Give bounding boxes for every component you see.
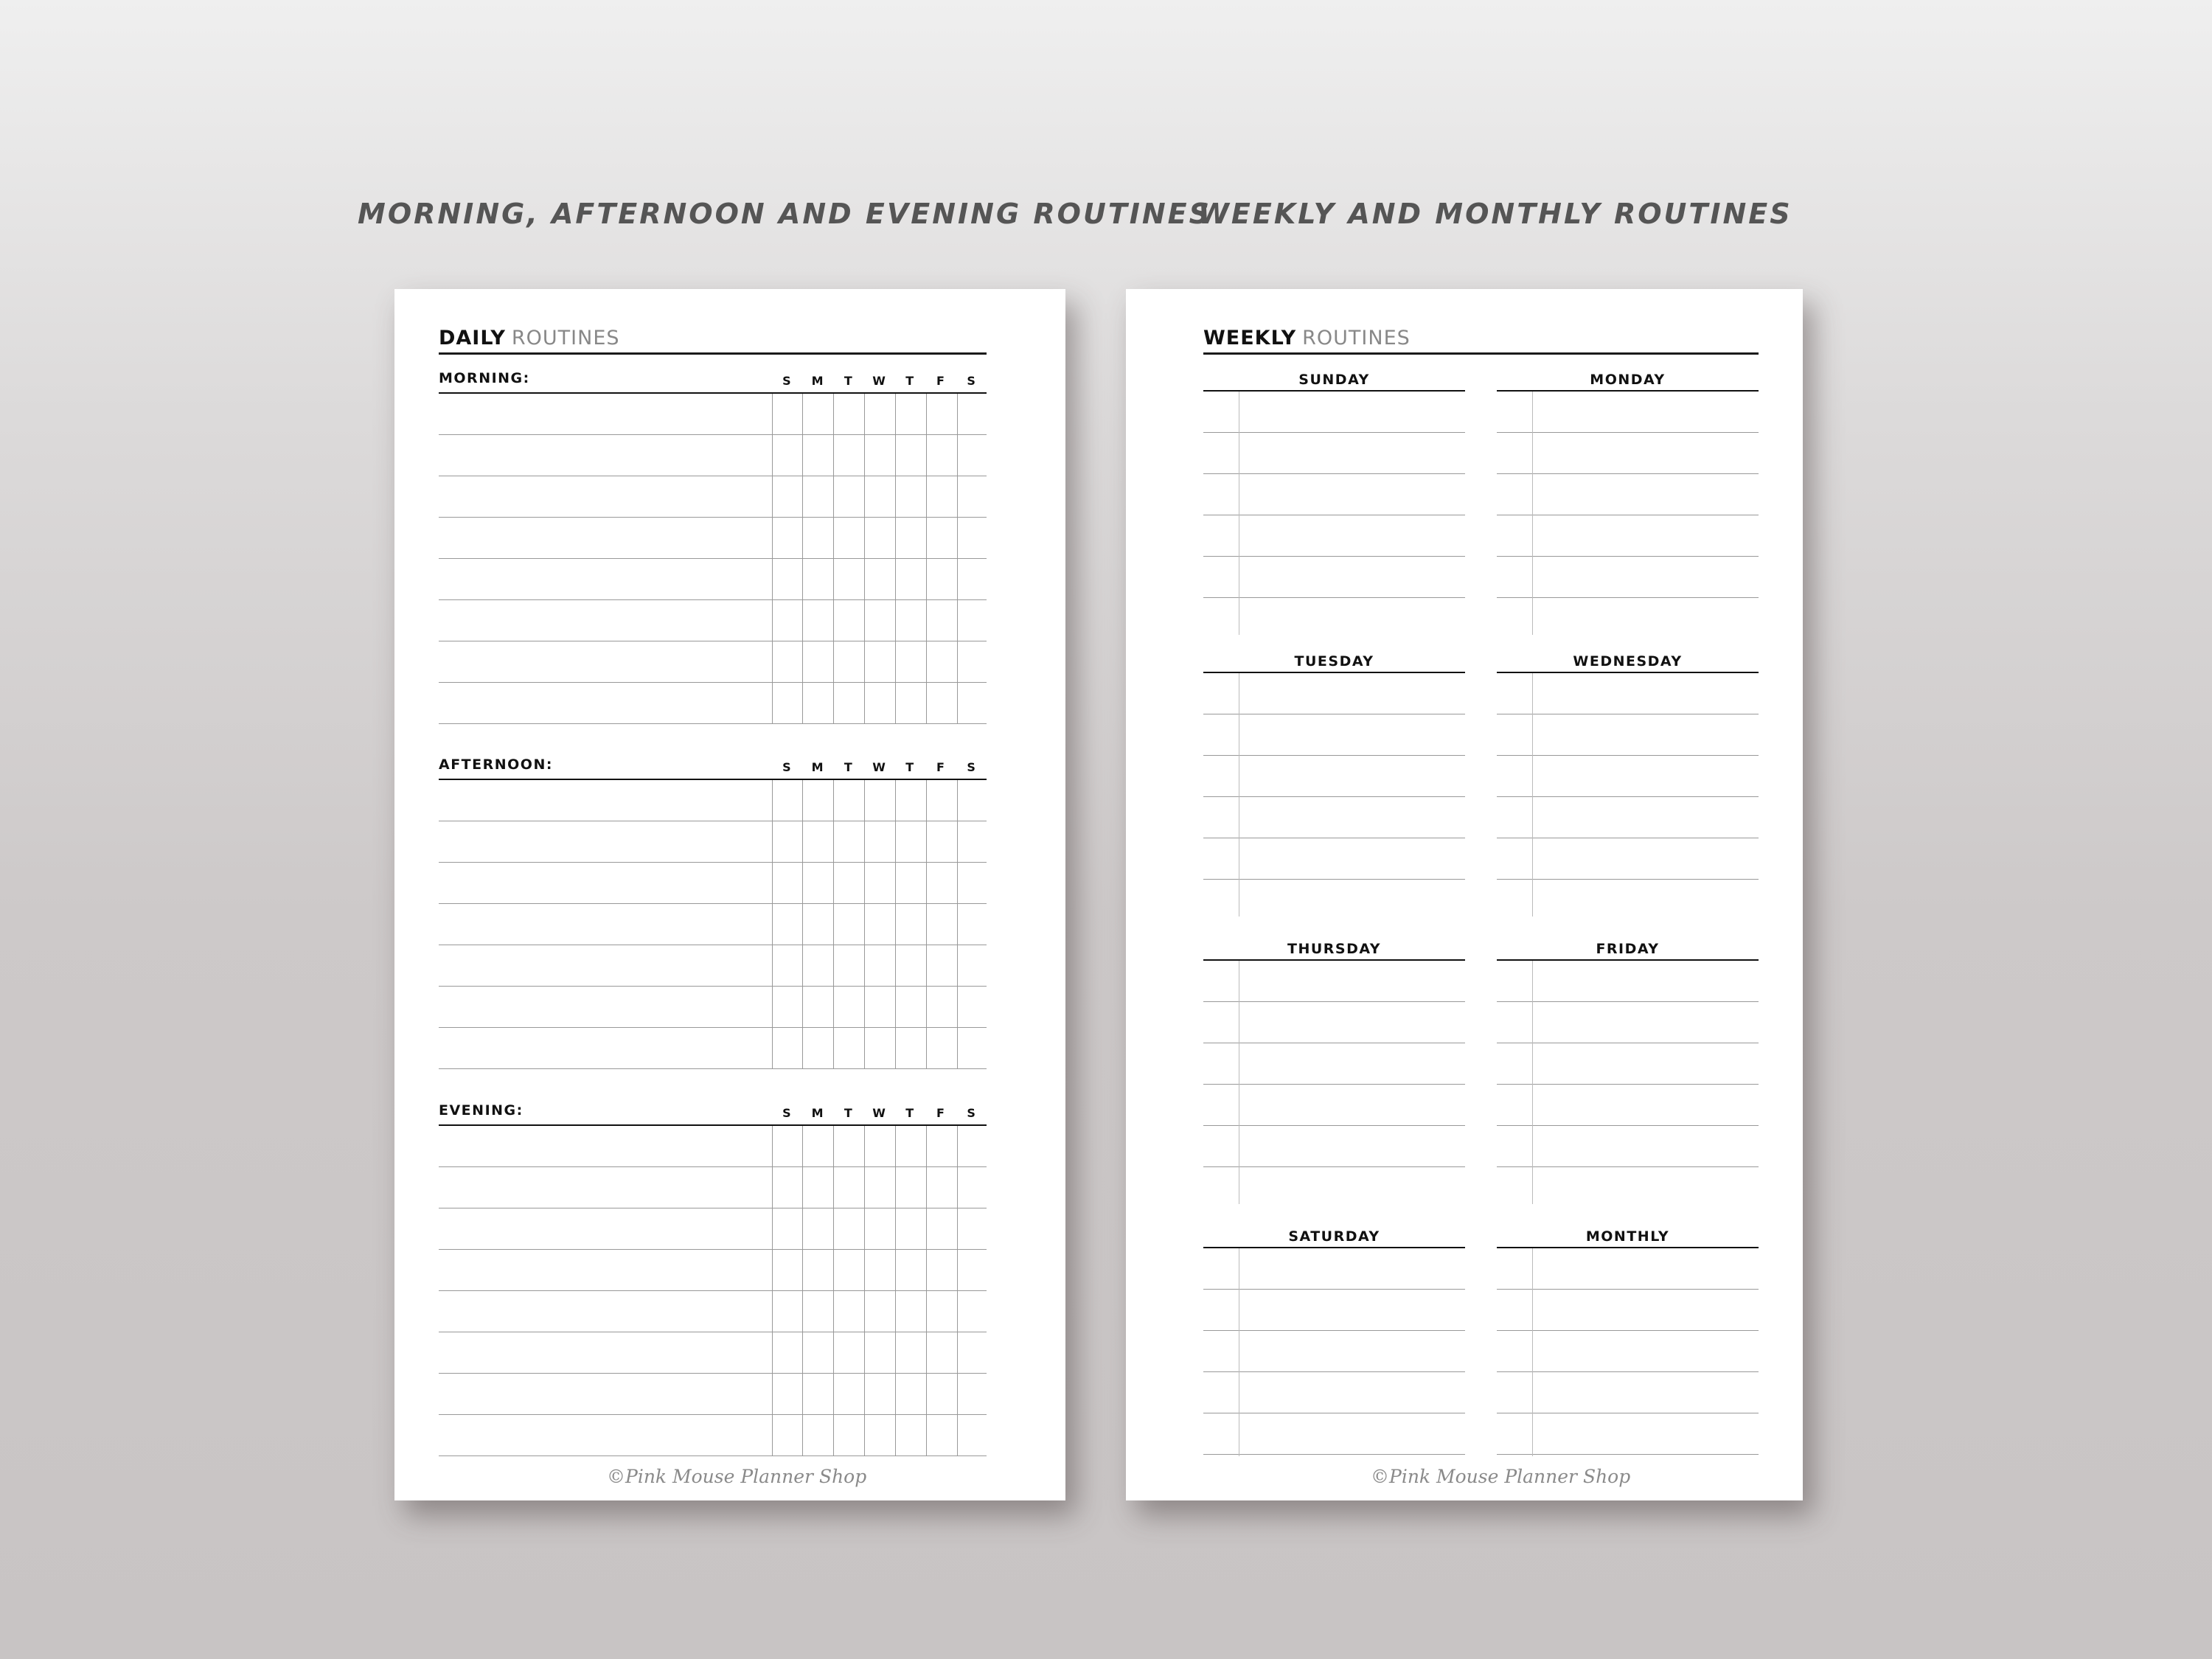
daily-title-light: ROUTINES	[511, 327, 620, 349]
evening-weekday-header	[771, 1106, 987, 1124]
weekday-letter: W	[872, 1106, 886, 1120]
weekday-letter: T	[905, 760, 914, 774]
weekly-title-bold: WEEKLY	[1203, 327, 1297, 349]
weekday-letter: T	[905, 374, 914, 388]
weekday-letter: F	[936, 1106, 945, 1120]
day-label-saturday: SATURDAY	[1288, 1228, 1380, 1245]
morning-label: MORNING:	[439, 370, 530, 386]
weekday-letter: F	[936, 374, 945, 388]
weekly-routines-sheet	[1126, 289, 1803, 1500]
weekday-letter: W	[872, 374, 886, 388]
weekday-letter: S	[782, 1106, 791, 1120]
evening-checklist-grid[interactable]	[439, 1124, 987, 1456]
weekday-letter: F	[936, 760, 945, 774]
morning-weekday-header	[771, 374, 987, 392]
day-label-thursday: THURSDAY	[1287, 941, 1382, 957]
weekly-title-light: ROUTINES	[1302, 327, 1411, 349]
morning-checklist-grid[interactable]	[439, 392, 987, 724]
day-label-wednesday: WEDNESDAY	[1573, 653, 1683, 669]
day-grid-wednesday[interactable]	[1497, 672, 1759, 917]
day-label-monthly: MONTHLY	[1585, 1228, 1670, 1245]
day-grid-tuesday[interactable]	[1203, 672, 1465, 917]
afternoon-label: AFTERNOON:	[439, 757, 553, 773]
weekday-letter: T	[844, 1106, 852, 1120]
afternoon-checklist-grid[interactable]	[439, 779, 987, 1069]
weekday-letter: T	[844, 374, 852, 388]
left-caption: MORNING, AFTERNOON AND EVENING ROUTINES	[358, 198, 1212, 230]
weekday-letter: S	[967, 1106, 975, 1120]
day-label-tuesday: TUESDAY	[1294, 653, 1374, 669]
weekday-letter: M	[811, 374, 824, 388]
weekday-letter: S	[782, 760, 791, 774]
day-grid-saturday[interactable]	[1203, 1247, 1465, 1456]
daily-title	[439, 327, 987, 355]
evening-label: EVENING:	[439, 1102, 524, 1119]
weekday-letter: T	[844, 760, 852, 774]
day-label-sunday: SUNDAY	[1298, 372, 1370, 388]
signature-watermark: ©Pink Mouse Planner Shop	[607, 1466, 867, 1487]
weekday-letter: S	[967, 374, 975, 388]
day-grid-monday[interactable]	[1497, 390, 1759, 635]
weekday-letter: W	[872, 760, 886, 774]
day-label-monday: MONDAY	[1590, 372, 1666, 388]
afternoon-weekday-header	[771, 760, 987, 778]
day-label-friday: FRIDAY	[1596, 941, 1660, 957]
weekly-title	[1203, 327, 1759, 355]
right-caption: WEEKLY AND MONTHLY ROUTINES	[1198, 198, 1792, 230]
daily-title-bold: DAILY	[439, 327, 506, 349]
signature-watermark: ©Pink Mouse Planner Shop	[1371, 1466, 1631, 1487]
day-grid-sunday[interactable]	[1203, 390, 1465, 635]
day-grid-friday[interactable]	[1497, 959, 1759, 1204]
day-grid-thursday[interactable]	[1203, 959, 1465, 1204]
weekday-letter: M	[811, 760, 824, 774]
weekday-letter: M	[811, 1106, 824, 1120]
daily-routines-sheet	[394, 289, 1065, 1500]
weekday-letter: S	[782, 374, 791, 388]
weekday-letter: S	[967, 760, 975, 774]
weekday-letter: T	[905, 1106, 914, 1120]
day-grid-monthly[interactable]	[1497, 1247, 1759, 1456]
